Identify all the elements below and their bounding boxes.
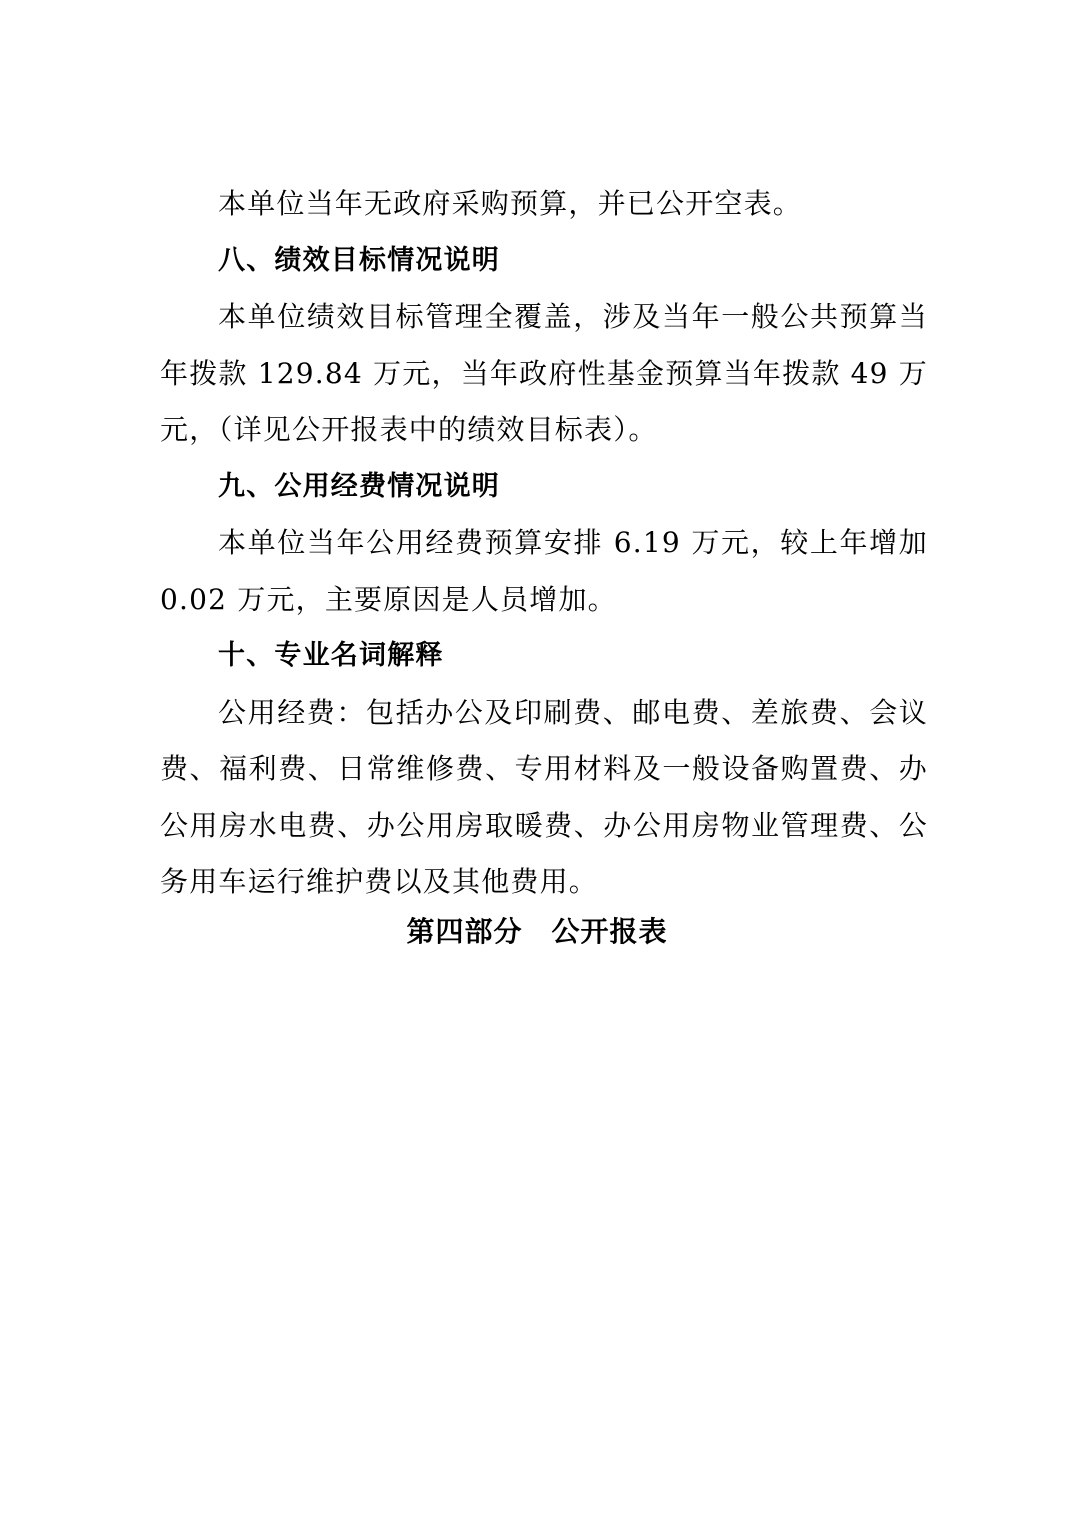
procurement-paragraph: 本单位当年无政府采购预算，并已公开空表。 bbox=[218, 187, 803, 220]
terms-paragraph: 公用经费：包括办公及印刷费、邮电费、差旅费、会议费、福利费、日常维修费、专用材料及一般设备购置费、办公用房水电费、办公用房取暖费、办公用房物业管理费、公务用车运行维护费以及其他费用。 bbox=[160, 695, 928, 898]
section-heading-9: 九、公用经费情况说明 bbox=[218, 470, 500, 502]
public-funds-paragraph: 本单位当年公用经费预算安排 6.19 万元，较上年增加 0.02 万元，主要原因是人员增加。 bbox=[160, 526, 928, 616]
section-heading-10: 十、专业名词解释 bbox=[218, 640, 444, 671]
part-title: 第四部分 公开报表 bbox=[406, 915, 668, 948]
performance-paragraph: 本单位绩效目标管理全覆盖，涉及当年一般公共预算当年拨款 129.84 万元，当年政府性基金预算当年拨款 49 万元，（详见公开报表中的绩效目标表）。 bbox=[160, 300, 928, 446]
document-body bbox=[160, 176, 928, 911]
section-heading-8: 八、绩效目标情况说明 bbox=[218, 244, 500, 276]
